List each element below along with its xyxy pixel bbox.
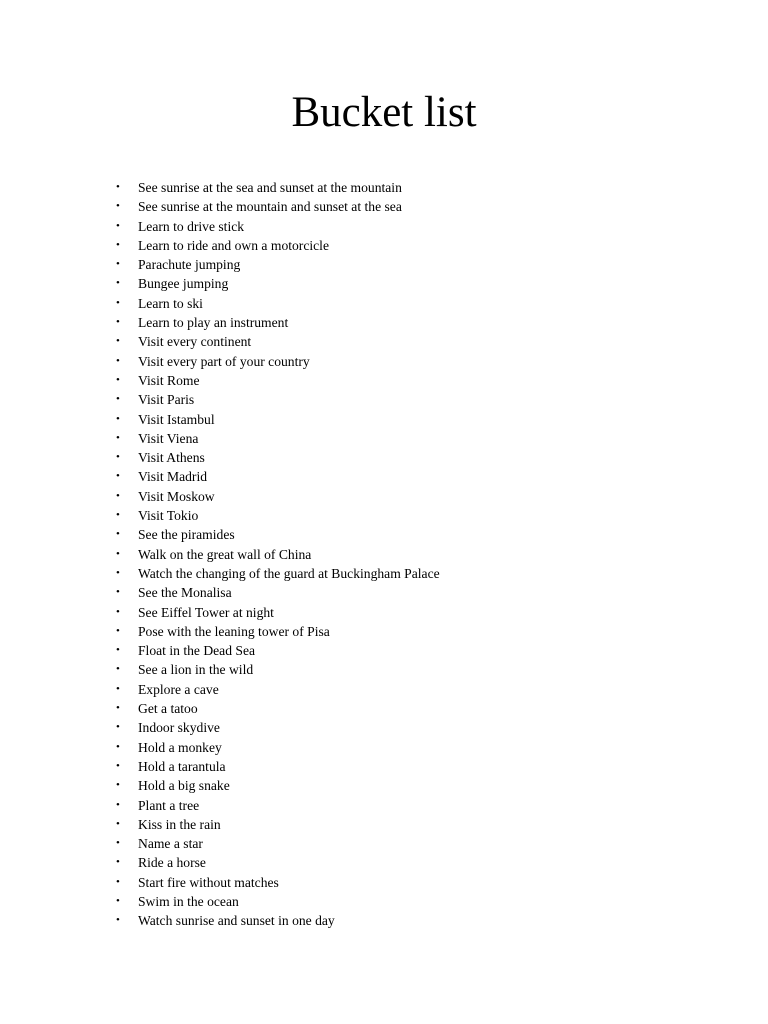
- list-item-text: Walk on the great wall of China: [138, 546, 312, 562]
- bullet-icon: •: [116, 817, 120, 830]
- list-item-text: Learn to drive stick: [138, 218, 245, 234]
- bullet-icon: •: [116, 779, 120, 792]
- bullet-icon: •: [116, 875, 120, 888]
- bullet-icon: •: [116, 200, 120, 213]
- bullet-icon: •: [116, 721, 120, 734]
- bullet-icon: •: [116, 663, 120, 676]
- bullet-icon: •: [116, 644, 120, 657]
- list-item-text: Ride a horse: [138, 855, 206, 871]
- bullet-icon: •: [116, 856, 120, 869]
- bullet-icon: •: [116, 914, 120, 927]
- list-item-text: See the piramides: [138, 527, 235, 543]
- bullet-icon: •: [116, 605, 120, 618]
- list-item-text: Hold a big snake: [138, 778, 230, 794]
- list-item-text: See a lion in the wild: [138, 662, 254, 678]
- bullet-icon: •: [116, 798, 120, 811]
- bullet-icon: •: [116, 296, 120, 309]
- list-item-text: Hold a monkey: [138, 739, 222, 755]
- list-item-text: Indoor skydive: [138, 720, 220, 736]
- bullet-icon: •: [116, 393, 120, 406]
- bullet-icon: •: [116, 277, 120, 290]
- list-item-text: See the Monalisa: [138, 585, 232, 601]
- list-item-text: Learn to play an instrument: [138, 315, 289, 331]
- list-item-text: Visit Athens: [138, 450, 205, 466]
- list-item-text: Learn to ski: [138, 295, 203, 311]
- list-item-text: Visit Istambul: [138, 411, 215, 427]
- bullet-icon: •: [116, 586, 120, 599]
- bullet-icon: •: [116, 624, 120, 637]
- bullet-icon: •: [116, 335, 120, 348]
- list-item-text: Explore a cave: [138, 681, 219, 697]
- list-item-text: See sunrise at the sea and sunset at the mountain: [138, 180, 402, 195]
- bullet-icon: •: [116, 759, 120, 772]
- bullet-icon: •: [116, 258, 120, 271]
- list-item-text: Plant a tree: [138, 797, 200, 813]
- bullet-icon: •: [116, 470, 120, 483]
- bullet-icon: •: [116, 316, 120, 329]
- list-item-text: Visit every part of your country: [138, 353, 310, 369]
- bullet-icon: •: [116, 412, 120, 425]
- page-title: Bucket list: [291, 89, 477, 136]
- bullet-icon: •: [116, 238, 120, 251]
- bullet-icon: •: [116, 181, 120, 193]
- list-item-text: Float in the Dead Sea: [138, 643, 256, 659]
- list-item-text: Visit Paris: [138, 392, 195, 408]
- list-item-text: Watch sunrise and sunset in one day: [138, 913, 335, 929]
- list-item-text: Learn to ride and own a motorcicle: [138, 237, 329, 253]
- list-item-text: Hold a tarantula: [138, 758, 226, 774]
- list-item-text: Visit Madrid: [138, 469, 208, 485]
- list-item-text: Kiss in the rain: [138, 816, 221, 832]
- bullet-icon: •: [116, 528, 120, 541]
- bullet-icon: •: [116, 373, 120, 386]
- list-item-text: Visit Tokio: [138, 508, 199, 524]
- list-item-text: Visit Viena: [138, 430, 199, 446]
- bullet-icon: •: [116, 431, 120, 444]
- list-item-text: Start fire without matches: [138, 874, 279, 890]
- bullet-icon: •: [116, 509, 120, 522]
- bullet-icon: •: [116, 702, 120, 715]
- bullet-icon: •: [116, 451, 120, 464]
- list-item-text: Get a tatoo: [138, 701, 198, 717]
- bullet-icon: •: [116, 894, 120, 907]
- bullet-icon: •: [116, 219, 120, 232]
- bullet-icon: •: [116, 566, 120, 579]
- list-item-text: Parachute jumping: [138, 257, 241, 273]
- bullet-icon: •: [116, 489, 120, 502]
- bullet-icon: •: [116, 740, 120, 753]
- list-item-text: Visit Moskow: [138, 488, 215, 504]
- list-item-text: Pose with the leaning tower of Pisa: [138, 623, 330, 639]
- bullet-icon: •: [116, 354, 120, 367]
- list-item-text: Visit every continent: [138, 334, 252, 350]
- list-item-text: See Eiffel Tower at night: [138, 604, 274, 620]
- list-item-text: See sunrise at the mountain and sunset at the sea: [138, 199, 402, 215]
- list-item-text: Name a star: [138, 836, 203, 852]
- list-item-text: Swim in the ocean: [138, 893, 239, 909]
- list-item-text: Bungee jumping: [138, 276, 229, 292]
- bullet-icon: •: [116, 682, 120, 695]
- bullet-icon: •: [116, 837, 120, 850]
- bullet-icon: •: [116, 547, 120, 560]
- list-item-text: Visit Rome: [138, 372, 200, 388]
- list-item-text: Watch the changing of the guard at Buckingham Palace: [138, 565, 440, 581]
